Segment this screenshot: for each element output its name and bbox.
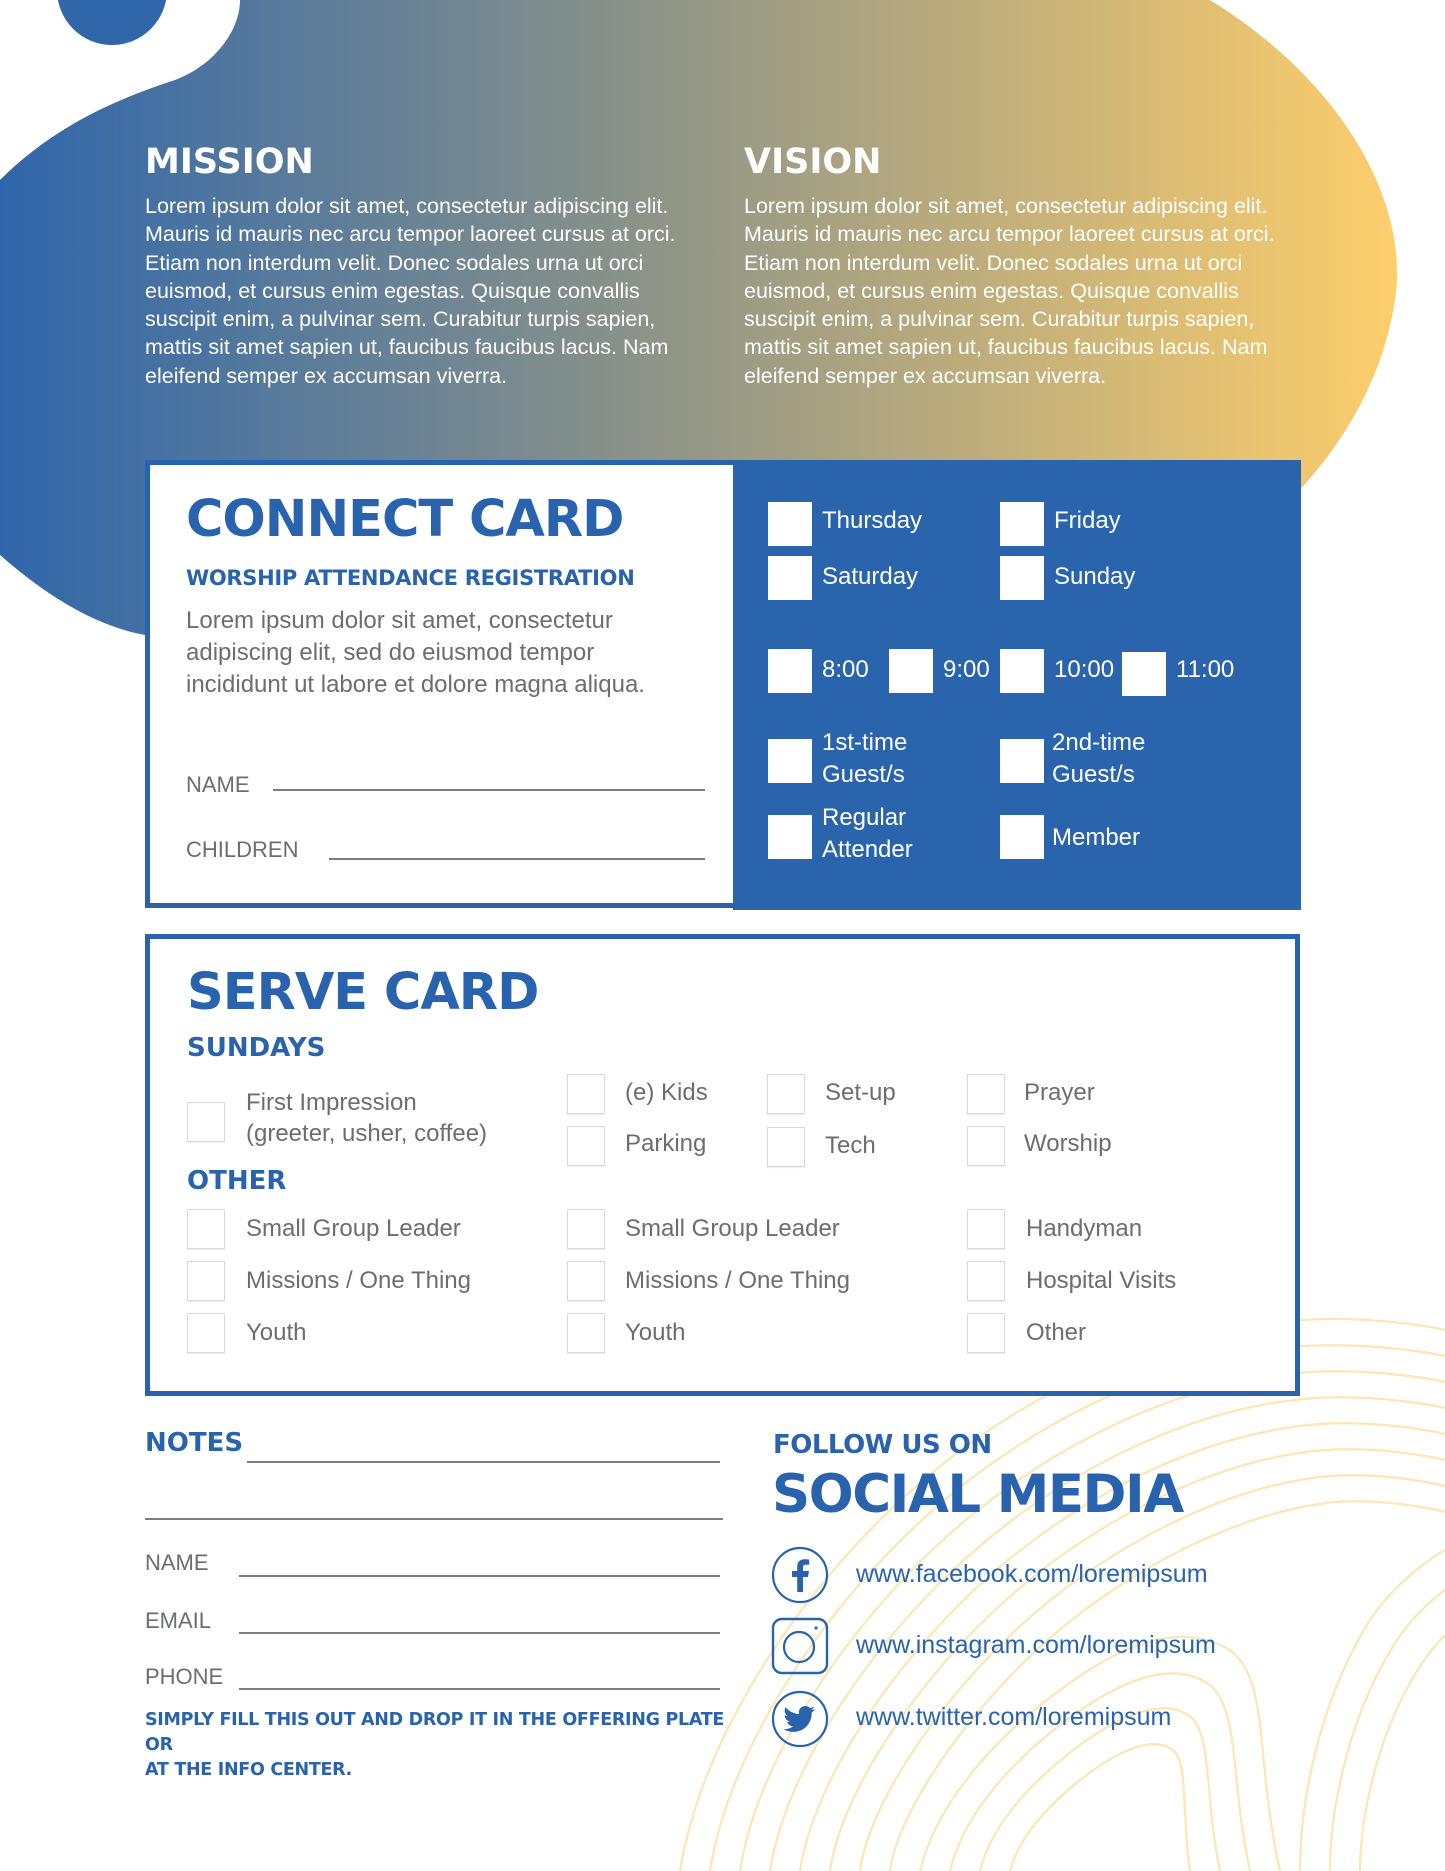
label-line: 2nd-time [1052,729,1146,756]
label-small-group-leader-2: Small Group Leader [625,1215,840,1242]
label-line: 1st-time [822,729,908,756]
decorative-circle [57,0,167,45]
label-worship: Worship [1024,1130,1112,1157]
checkbox-time-10[interactable] [1000,649,1044,693]
checkbox-small-group-leader-2[interactable] [567,1209,605,1249]
checkbox-tech[interactable] [767,1127,805,1167]
label-prayer: Prayer [1024,1079,1095,1106]
vision-title: VISION [744,142,882,182]
label-saturday: Saturday [822,563,919,590]
label-handyman: Handyman [1026,1215,1143,1242]
label-hospital-visits: Hospital Visits [1026,1267,1177,1294]
notes-email-label: EMAIL [145,1608,212,1633]
label-time-9: 9:00 [943,656,990,683]
checkbox-small-group-leader-1[interactable] [187,1209,225,1249]
mission-body: Lorem ipsum dolor sit amet, consectetur adipiscing elit. Mauris id mauris nec arcu tempor laoreet cursus at orci. Etiam non interdum velit. Donec sodales urna ut orci euismod, et cursus enim egestas. Quisque convallis suscipit enim, a pulvinar sem. Curabitur turpis sapien, mattis sit amet sapien ut, faucibus faucibus lacus. Nam eleifend semper ex accumsan viverra. [145,194,676,388]
checkbox-thursday[interactable] [768,502,812,546]
checkbox-setup[interactable] [767,1074,805,1114]
checkbox-kids[interactable] [567,1074,605,1114]
label-setup: Set-up [825,1079,896,1106]
label-member: Member [1052,824,1141,851]
label-second-time-guest [1052,727,1145,791]
label-youth-1: Youth [246,1319,307,1346]
vision-body: Lorem ipsum dolor sit amet, consectetur adipiscing elit. Mauris id mauris nec arcu tempor laoreet cursus at orci. Etiam non interdum velit. Donec sodales urna ut orci euismod, et cursus enim egestas. Quisque convallis suscipit enim, a pulvinar sem. Curabitur turpis sapien, mattis sit amet sapien ut, faucibus faucibus lacus. Nam eleifend semper ex accumsan viverra. [744,194,1275,388]
notes-phone-label: PHONE [145,1664,224,1689]
label-sunday: Sunday [1054,563,1136,590]
connect-name-label: NAME [186,772,250,797]
checkbox-first-time-guest[interactable] [768,739,812,783]
checkbox-first-impression[interactable] [187,1102,225,1142]
label-parking: Parking [625,1130,707,1157]
follow-us-label: FOLLOW US ON [773,1430,992,1460]
notes-name-label: NAME [145,1550,209,1575]
connect-children-label: CHILDREN [186,837,299,862]
instruction-line: AT THE INFO CENTER. [145,1760,353,1780]
instruction-text [145,1708,745,1783]
label-first-impression [246,1087,487,1149]
checkbox-friday[interactable] [1000,502,1044,546]
checkbox-saturday[interactable] [768,556,812,600]
checkbox-second-time-guest[interactable] [1000,739,1044,783]
label-line: Regular [822,804,907,831]
checkbox-worship[interactable] [967,1126,1005,1166]
label-time-10: 10:00 [1054,656,1115,683]
twitter-icon[interactable] [771,1690,829,1748]
checkbox-member[interactable] [1000,815,1044,859]
label-small-group-leader-1: Small Group Leader [246,1215,461,1242]
other-heading: OTHER [187,1166,287,1196]
label-line: (greeter, usher, coffee) [246,1120,488,1147]
twitter-link[interactable]: www.twitter.com/loremipsum [856,1703,1172,1731]
notes-input-line-2[interactable] [145,1518,723,1520]
label-line: First Impression [246,1089,417,1116]
instagram-icon[interactable] [771,1617,829,1675]
label-missions-2: Missions / One Thing [625,1267,850,1294]
notes-name-input[interactable] [239,1575,720,1577]
connect-card-description: Lorem ipsum dolor sit amet, consectetur adipiscing elit, sed do eiusmod tempor incididunt ut labore et dolore magna aliqua. [186,607,645,698]
mission-title: MISSION [145,142,314,182]
label-other: Other [1026,1319,1087,1346]
checkbox-missions-1[interactable] [187,1261,225,1301]
label-regular-attender [822,802,913,866]
label-line: Attender [822,836,913,863]
checkbox-youth-1[interactable] [187,1313,225,1353]
label-line: Guest/s [822,761,905,788]
notes-phone-input[interactable] [239,1688,720,1690]
checkbox-youth-2[interactable] [567,1313,605,1353]
connect-card-title: CONNECT CARD [186,490,624,549]
label-youth-2: Youth [625,1319,686,1346]
sundays-heading: SUNDAYS [187,1033,326,1063]
checkbox-handyman[interactable] [967,1209,1005,1249]
label-time-8: 8:00 [822,656,869,683]
facebook-icon[interactable] [771,1546,829,1604]
notes-input-line-1[interactable] [247,1461,720,1463]
checkbox-missions-2[interactable] [567,1261,605,1301]
checkbox-other[interactable] [967,1313,1005,1353]
checkbox-prayer[interactable] [967,1074,1005,1114]
serve-card-title: SERVE CARD [187,963,539,1022]
label-first-time-guest [822,727,907,791]
connect-card-subtitle: WORSHIP ATTENDANCE REGISTRATION [186,566,635,590]
instagram-link[interactable]: www.instagram.com/loremipsum [856,1631,1216,1659]
checkbox-parking[interactable] [567,1126,605,1166]
connect-children-input[interactable] [329,858,705,860]
label-kids: (e) Kids [625,1079,708,1106]
label-line: Guest/s [1052,761,1135,788]
facebook-link[interactable]: www.facebook.com/loremipsum [856,1560,1208,1588]
label-thursday: Thursday [822,507,923,534]
notes-title: NOTES [145,1428,244,1458]
label-friday: Friday [1054,507,1121,534]
checkbox-time-11[interactable] [1122,652,1166,696]
connect-name-input[interactable] [273,789,705,791]
checkbox-sunday[interactable] [1000,556,1044,600]
instruction-line: SIMPLY FILL THIS OUT AND DROP IT IN THE OFFERING PLATE OR [145,1710,725,1755]
checkbox-regular-attender[interactable] [768,815,812,859]
checkbox-time-9[interactable] [889,649,933,693]
checkbox-hospital-visits[interactable] [967,1261,1005,1301]
checkbox-time-8[interactable] [768,649,812,693]
label-missions-1: Missions / One Thing [246,1267,471,1294]
social-media-title: SOCIAL MEDIA [772,1464,1183,1525]
label-tech: Tech [825,1132,876,1159]
notes-email-input[interactable] [239,1632,720,1634]
label-time-11: 11:00 [1176,656,1235,683]
